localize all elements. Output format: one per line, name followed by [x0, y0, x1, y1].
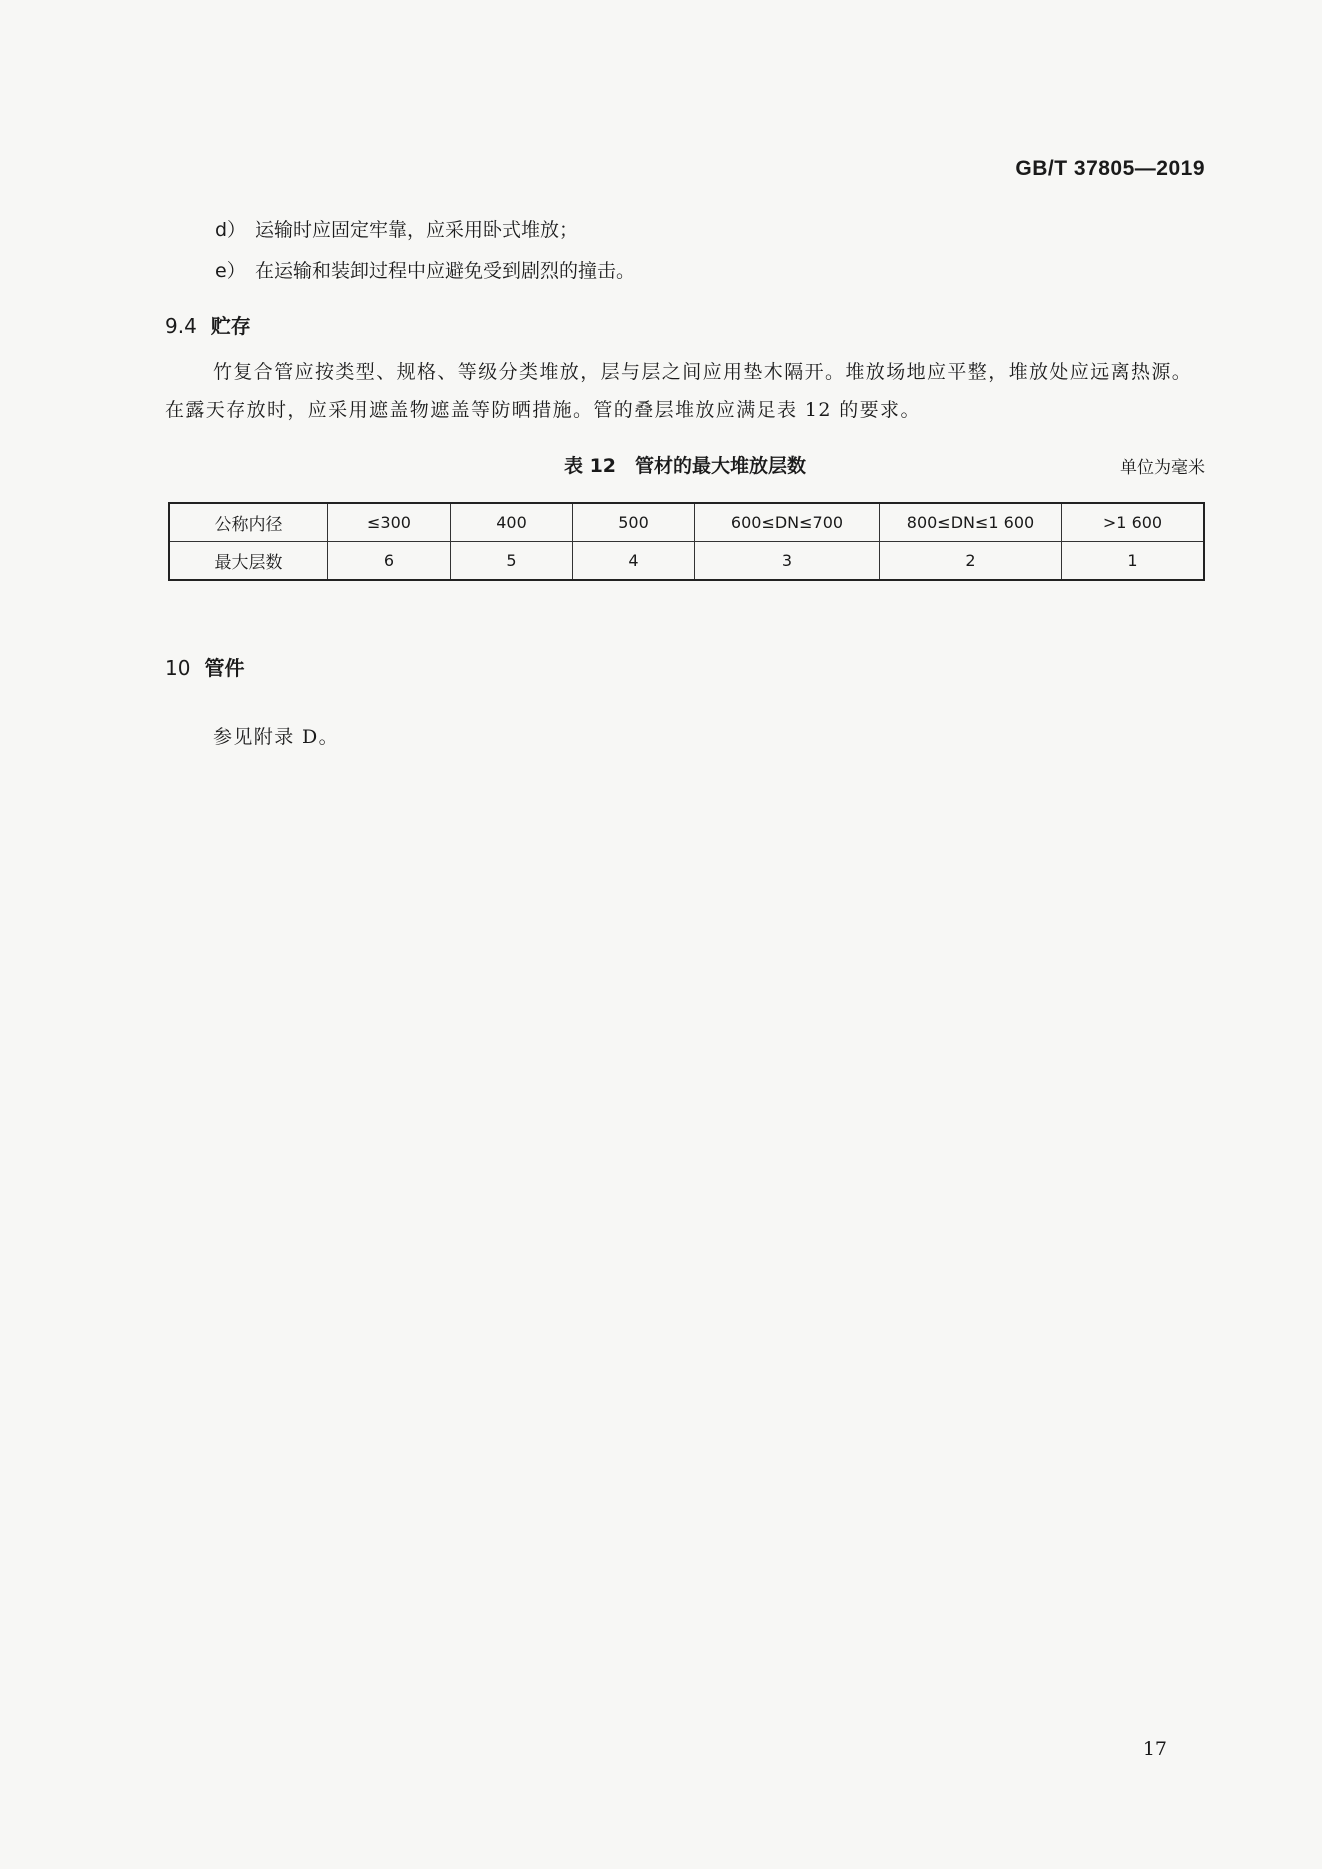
table-cell: 5	[451, 542, 573, 581]
table-unit: 单位为毫米	[1120, 458, 1205, 478]
list-text: 运输时应固定牢靠，应采用卧式堆放；	[255, 219, 579, 241]
table-row	[169, 503, 1204, 542]
table-cell: 400	[451, 503, 573, 542]
table-cell: 2	[880, 542, 1062, 581]
paragraph-text: 参见附录 D。	[213, 726, 340, 748]
standard-number: GB/T 37805—2019	[1015, 157, 1205, 180]
table-cell: 600≤DN≤700	[695, 503, 880, 542]
section-number: 9.4	[165, 314, 197, 338]
table-cell: ≤300	[328, 503, 451, 542]
paragraph-text: 竹复合管应按类型、规格、等级分类堆放，层与层之间应用垫木隔开。堆放场地应平整，堆放处应远离热源。在露天存放时，应采用遮盖物遮盖等防晒措施。管的叠层堆放应满足表 12 的要求。	[165, 361, 1193, 421]
table-cell: 3	[695, 542, 880, 581]
storage-paragraph	[165, 353, 1205, 429]
list-item-d	[215, 215, 578, 242]
list-mark: d）	[215, 219, 247, 241]
table-cell: 800≤DN≤1 600	[880, 503, 1062, 542]
table-caption: 表 12 管材的最大堆放层数	[563, 455, 807, 477]
page-number: 17	[1142, 1738, 1167, 1760]
section-number: 10	[165, 656, 191, 680]
stacking-table	[168, 502, 1205, 581]
table-cell: 500	[573, 503, 695, 542]
list-mark: e）	[215, 260, 246, 282]
section-heading-9-4	[165, 310, 251, 339]
list-item-e	[215, 256, 635, 283]
section-heading-10	[165, 652, 244, 681]
section-title: 贮存	[210, 314, 251, 338]
section-title: 管件	[204, 656, 245, 680]
table-cell: 4	[573, 542, 695, 581]
table-cell: >1 600	[1062, 503, 1205, 542]
table-row	[169, 542, 1204, 581]
table-cell: 6	[328, 542, 451, 581]
table-cell: 公称内径	[169, 503, 328, 542]
table-cell: 1	[1062, 542, 1205, 581]
list-text: 在运输和装卸过程中应避免受到剧烈的撞击。	[255, 260, 636, 282]
table-cell: 最大层数	[169, 542, 328, 581]
fittings-paragraph	[165, 718, 1205, 756]
